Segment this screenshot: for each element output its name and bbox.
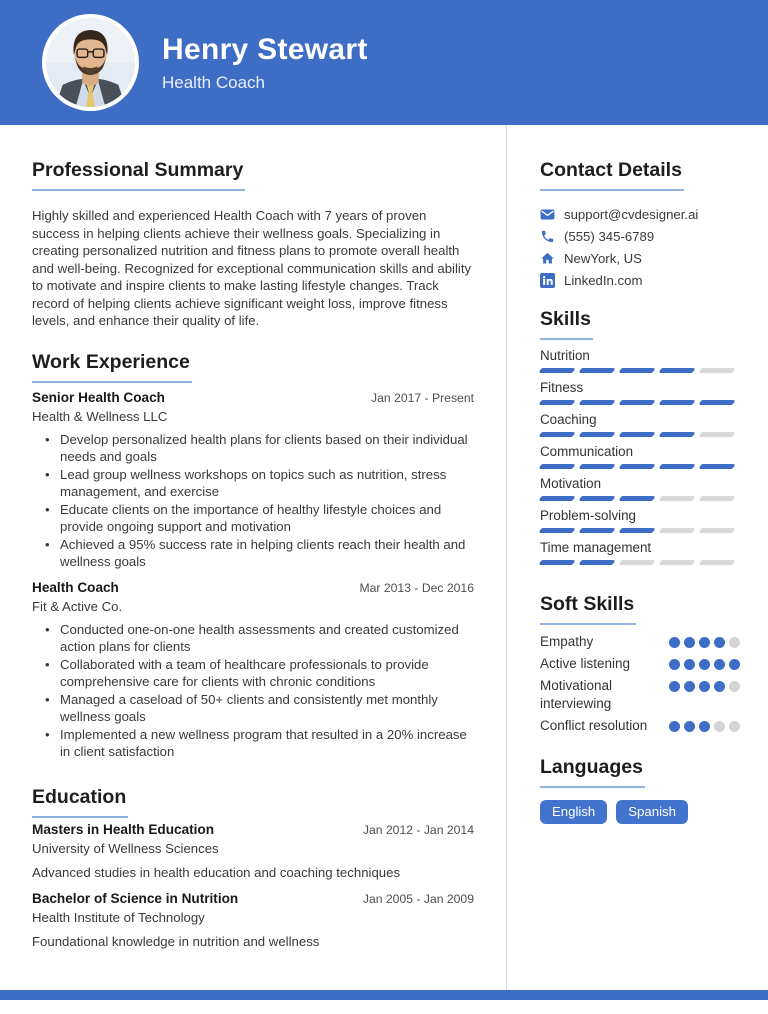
soft-skill-dots [665,677,740,692]
soft-skill-dot [684,681,695,692]
soft-skill-dot [699,721,710,732]
skill-bar-segment [619,560,656,565]
skill-bar [540,496,740,501]
job-dates: Jan 2017 - Present [371,390,474,405]
degree-school: Health Institute of Technology [32,910,205,925]
skill-bar-segment [699,432,736,437]
soft-skill-dot [729,721,740,732]
skills-list [540,348,740,572]
skill-item [540,508,740,540]
candidate-name: Henry Stewart [162,32,368,66]
job-bullet: • Conducted one-on-one health assessments and created customized action plans for clients [32,621,474,656]
skill-bar [540,464,740,469]
skill-bar-segment [619,496,656,501]
job-bullets [32,621,474,761]
language-badge: English [540,800,607,824]
contact-text: (555) 345-6789 [564,228,655,244]
sidebar-column [507,125,768,996]
skill-item [540,476,740,508]
skill-bar-segment [659,400,696,405]
skill-name: Communication [540,444,634,459]
soft-skill-item [540,633,740,651]
soft-skill-item [540,655,740,673]
job-entry [32,579,474,761]
home-icon [540,251,555,266]
soft-skill-dot [714,721,725,732]
skill-bar [540,560,740,565]
skill-bar-segment [579,528,616,533]
education-list [32,821,474,951]
soft-skill-dot [669,721,680,732]
soft-skill-dot [699,659,710,670]
job-bullet: • Develop personalized health plans for clients based on their individual needs and goals [32,431,474,466]
skill-bar-segment [659,368,696,373]
skill-bar-segment [539,560,576,565]
profile-photo-frame [42,14,139,111]
email-icon [540,207,555,222]
skill-bar-segment [699,528,736,533]
linkedin-icon [540,273,555,288]
languages-heading: Languages [540,756,645,788]
job-bullet: • Lead group wellness workshops on topics such as nutrition, stress management, and exercise [32,466,474,501]
skill-bar-segment [539,464,576,469]
soft-skill-dot [714,637,725,648]
soft-skill-item [540,717,740,735]
soft-skill-dot [684,637,695,648]
skill-item [540,412,740,444]
soft-skill-dots [665,633,740,648]
footer-accent-bar [0,990,768,1000]
language-badge: Spanish [616,800,688,824]
contact-item[interactable] [540,247,740,269]
phone-icon [540,229,555,244]
skill-bar-segment [539,400,576,405]
skill-bar-segment [659,496,696,501]
education-heading: Education [32,786,128,818]
education-entry [32,890,474,951]
degree-header-row [32,821,474,839]
skill-bar-segment [619,400,656,405]
skill-bar [540,400,740,405]
job-company: Fit & Active Co. [32,598,123,614]
skill-bar-segment [579,368,616,373]
soft-skill-name: Conflict resolution [540,718,648,733]
soft-skill-dot [729,681,740,692]
skill-bar-segment [539,368,576,373]
job-bullets [32,431,474,571]
soft-skill-dot [729,637,740,648]
job-bullet: • Implemented a new wellness program that resulted in a 20% increase in client satisfaction [32,726,474,761]
skill-bar [540,528,740,533]
skill-bar-segment [659,560,696,565]
soft-skill-dot [669,681,680,692]
soft-skill-dot [684,721,695,732]
skills-heading: Skills [540,308,593,340]
skill-bar-segment [699,464,736,469]
contact-heading: Contact Details [540,159,684,191]
contact-item[interactable] [540,225,740,247]
soft-skill-dots [665,717,740,732]
skill-bar-segment [619,528,656,533]
skill-bar-segment [579,496,616,501]
skill-bar [540,368,740,373]
soft-skill-name: Motivational interviewing [540,678,613,711]
job-bullet: • Managed a caseload of 50+ clients and consistently met monthly wellness goals [32,691,474,726]
job-header-row [32,579,474,597]
education-entry [32,821,474,882]
skill-bar-segment [619,368,656,373]
skill-item [540,380,740,412]
soft-skill-name: Active listening [540,656,631,671]
skill-bar-segment [699,368,736,373]
main-column [0,125,507,996]
degree-description: Foundational knowledge in nutrition and wellness [32,934,320,949]
skill-name: Fitness [540,380,584,395]
skill-name: Time management [540,540,652,555]
skill-bar-segment [579,560,616,565]
skill-bar [540,432,740,437]
contact-item[interactable] [540,269,740,291]
experience-list [32,389,474,761]
skill-bar-segment [579,464,616,469]
skill-name: Motivation [540,476,602,491]
contact-list [540,203,740,291]
degree-title: Bachelor of Science in Nutrition [32,891,239,906]
job-bullet: • Achieved a 95% success rate in helping clients reach their health and wellness goals [32,536,474,571]
soft-skill-dot [714,659,725,670]
job-company: Health & Wellness LLC [32,408,168,424]
languages-list [540,800,740,824]
soft-skill-dots [665,655,740,670]
job-dates: Mar 2013 - Dec 2016 [359,580,474,595]
job-entry [32,389,474,571]
soft-skill-dot [699,681,710,692]
contact-text: LinkedIn.com [564,272,643,288]
skill-bar-segment [579,400,616,405]
skill-bar-segment [699,560,736,565]
soft-skills-list [540,633,740,735]
contact-text: NewYork, US [564,250,642,266]
contact-text: support@cvdesigner.ai [564,206,699,222]
soft-skills-heading: Soft Skills [540,593,636,625]
skill-item [540,444,740,476]
job-header-row [32,389,474,407]
skill-bar-segment [659,464,696,469]
skill-bar-segment [539,496,576,501]
degree-header-row [32,890,474,908]
skill-bar-segment [699,400,736,405]
soft-skill-dot [729,659,740,670]
degree-description: Advanced studies in health education and coaching techniques [32,864,401,880]
degree-title: Masters in Health Education [32,821,215,837]
soft-skill-dot [699,637,710,648]
job-bullet: • Educate clients on the importance of healthy lifestyle choices and provide ongoing support and motivation [32,501,474,536]
soft-skill-dot [669,637,680,648]
skill-name: Nutrition [540,348,590,363]
skill-bar-segment [699,496,736,501]
skill-item [540,348,740,380]
skill-bar-segment [539,528,576,533]
contact-item[interactable] [540,203,740,225]
degree-dates: Jan 2012 - Jan 2014 [362,822,474,837]
skill-bar-segment [659,528,696,533]
skill-bar-segment [619,464,656,469]
summary-text: Highly skilled and experienced Health Coach with 7 years of proven success in helping clients achieve their wellness goals. Specializing in creating personalized nutrition and fitness plans to promote overall health and well-being. Recognized for exceptional communication skills and ability to motivate and inspire clients to make lasting lifestyle changes. Track record of helping clients achieve significant weight loss, improve fitness levels, and enhance their quality of life. [32,208,472,328]
skill-bar-segment [539,432,576,437]
skill-bar-segment [579,432,616,437]
soft-skill-dot [684,659,695,670]
soft-skill-dot [669,659,680,670]
header-banner [0,0,768,125]
job-bullet: • Collaborated with a team of healthcare professionals to provide comprehensive care for clients with chronic conditions [32,656,474,691]
degree-dates: Jan 2005 - Jan 2009 [362,892,474,906]
soft-skill-dot [714,681,725,692]
soft-skill-item [540,677,740,713]
degree-school: University of Wellness Sciences [32,840,219,856]
summary-heading: Professional Summary [32,159,245,191]
skill-name: Problem-solving [540,508,637,523]
skill-bar-segment [619,432,656,437]
job-title: Senior Health Coach [32,389,165,405]
skill-name: Coaching [540,412,597,427]
candidate-title: Health Coach [162,72,266,92]
soft-skill-name: Empathy [540,634,594,649]
experience-heading: Work Experience [32,351,192,383]
profile-photo [46,18,135,107]
skill-bar-segment [659,432,696,437]
job-title: Health Coach [32,579,119,595]
skill-item [540,540,740,572]
